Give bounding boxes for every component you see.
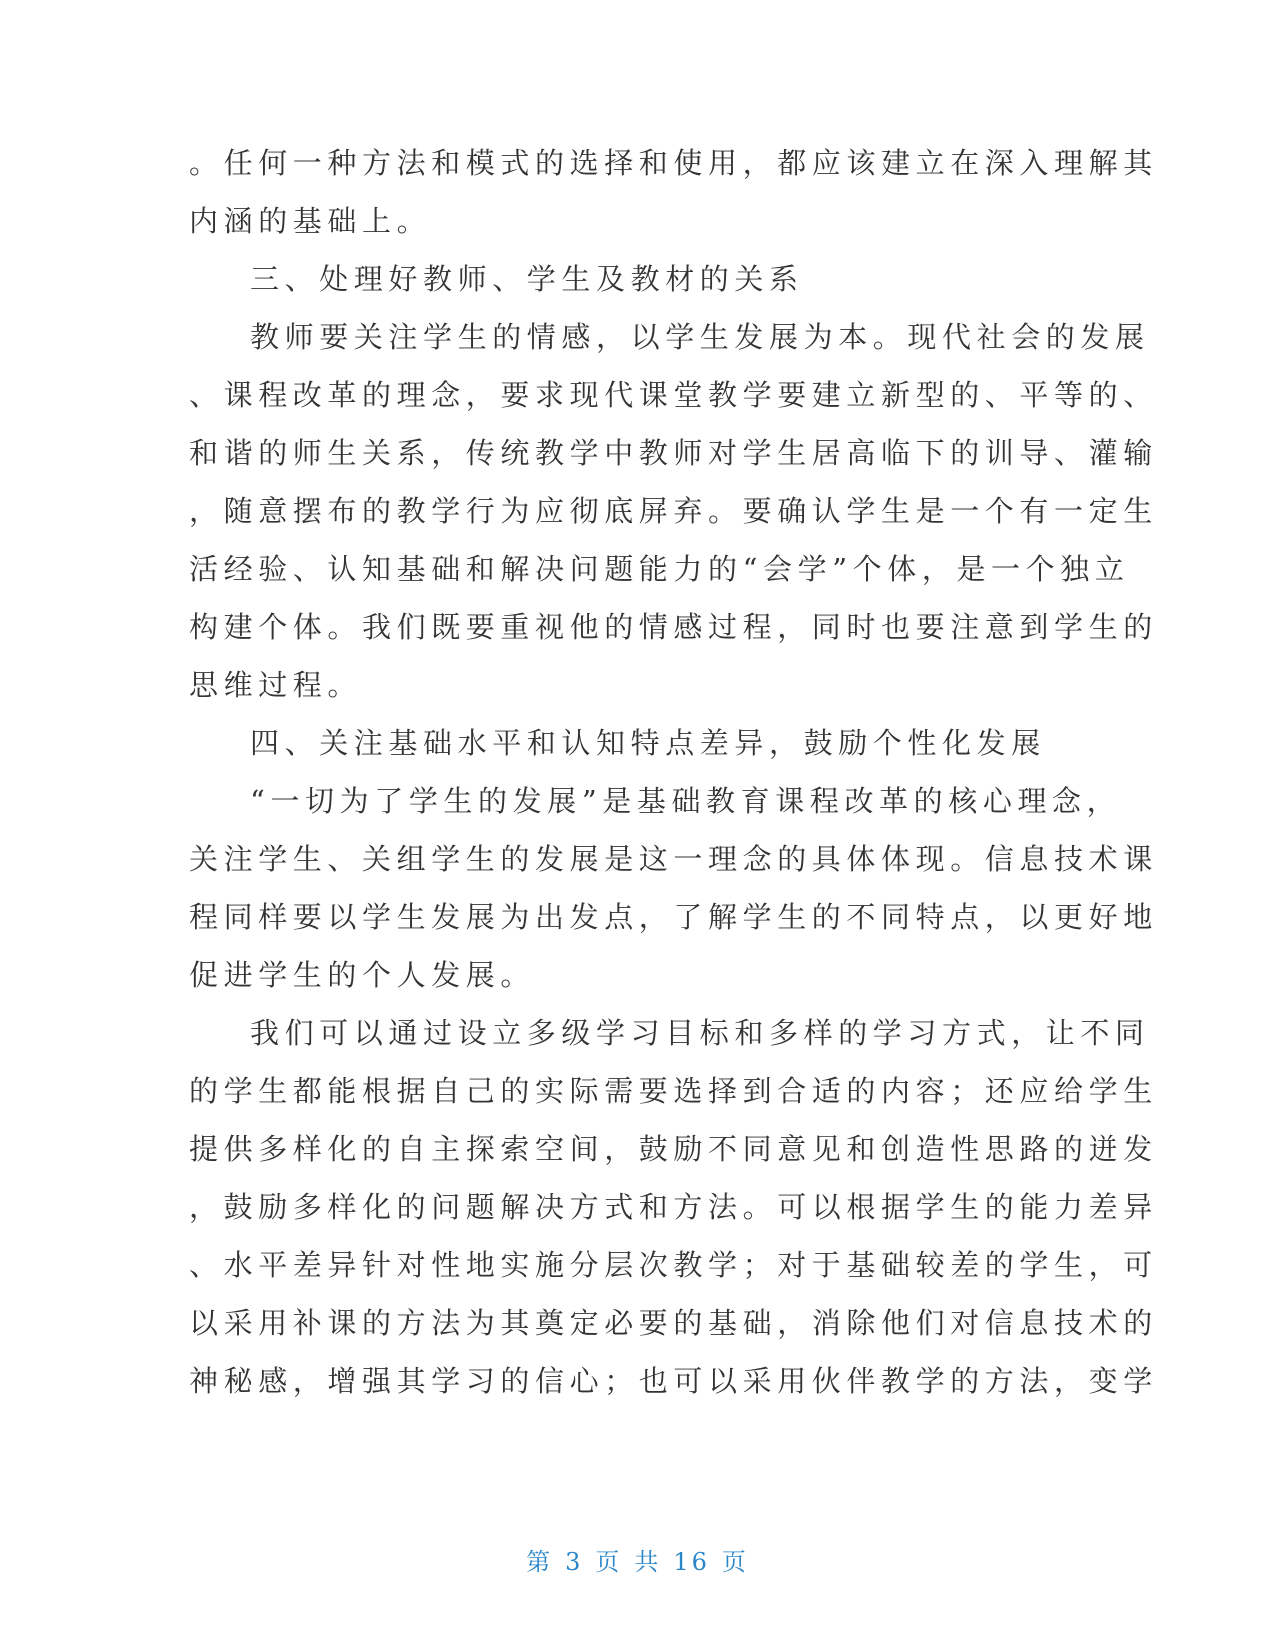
text-line-12: “一切为了学生的发展”是基础教育课程改革的核心理念， [250,784,1122,818]
text-line-15: 促进学生的个人发展。 [189,958,536,992]
text-line-2: 内涵的基础上。 [189,204,432,238]
footer-page-word: 页 [595,1548,623,1576]
footer-suffix: 页 [721,1548,749,1576]
text-line-18: 提供多样化的自主探索空间，鼓励不同意见和创造性思路的迸发 [189,1132,1158,1166]
page-footer [0,1547,1275,1577]
text-line-1: 。任何一种方法和模式的选择和使用，都应该建立在深入理解其 [189,146,1158,180]
footer-total-pages: 16 [673,1548,710,1576]
text-line-21: 以采用补课的方法为其奠定必要的基础，消除他们对信息技术的 [189,1306,1158,1340]
footer-prefix: 第 [526,1548,554,1576]
text-line-17: 的学生都能根据自己的实际需要选择到合适的内容；还应给学生 [189,1074,1158,1108]
text-line-9: 构建个体。我们既要重视他的情感过程，同时也要注意到学生的 [189,610,1158,644]
text-line-16: 我们可以通过设立多级学习目标和多样的学习方式，让不同 [250,1016,1150,1050]
text-line-4: 教师要关注学生的情感，以学生发展为本。现代社会的发展 [250,320,1150,354]
text-line-10: 思维过程。 [189,668,363,702]
footer-current-page: 3 [565,1548,584,1576]
footer-total-word: 共 [634,1548,662,1576]
text-line-6: 和谐的师生关系，传统教学中教师对学生居高临下的训导、灌输 [189,436,1158,470]
text-line-14: 程同样要以学生发展为出发点，了解学生的不同特点，以更好地 [189,900,1158,934]
text-line-5: 、课程改革的理念，要求现代课堂教学要建立新型的、平等的、 [189,378,1158,412]
section-heading-3: 三、处理好教师、学生及教材的关系 [250,262,804,296]
section-heading-4: 四、关注基础水平和认知特点差异，鼓励个性化发展 [250,726,1046,760]
text-line-19: ，鼓励多样化的问题解决方式和方法。可以根据学生的能力差异 [189,1190,1158,1224]
text-line-7: ，随意摆布的教学行为应彻底屏弃。要确认学生是一个有一定生 [189,494,1158,528]
text-line-8: 活经验、认知基础和解决问题能力的“会学”个体，是一个独立 [189,552,1130,586]
text-line-20: 、水平差异针对性地实施分层次教学；对于基础较差的学生，可 [189,1248,1158,1282]
text-line-13: 关注学生、关组学生的发展是这一理念的具体体现。信息技术课 [189,842,1158,876]
text-line-22: 神秘感，增强其学习的信心；也可以采用伙伴教学的方法，变学 [189,1364,1158,1398]
